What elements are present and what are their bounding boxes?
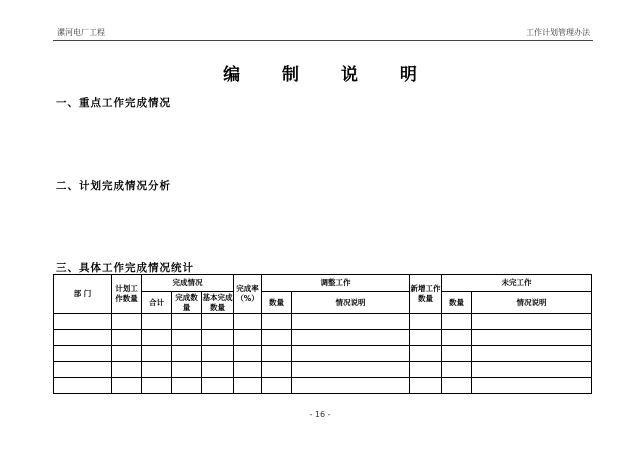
table-row — [54, 378, 592, 394]
table-cell[interactable] — [172, 362, 202, 378]
table-cell[interactable] — [234, 362, 262, 378]
table-cell[interactable] — [202, 346, 234, 362]
header-total: 合计 — [142, 292, 172, 314]
table-cell[interactable] — [410, 362, 442, 378]
table-cell[interactable] — [172, 330, 202, 346]
header-completed-quantity: 完成数量 — [172, 292, 202, 314]
table-cell[interactable] — [292, 378, 410, 394]
header-adjusted-description: 情况说明 — [292, 292, 410, 314]
table-cell[interactable] — [172, 314, 202, 330]
table-cell[interactable] — [292, 362, 410, 378]
header-unfinished-description: 情况说明 — [472, 292, 592, 314]
table-cell[interactable] — [54, 378, 112, 394]
table-cell[interactable] — [54, 346, 112, 362]
table-cell[interactable] — [142, 330, 172, 346]
table-cell[interactable] — [410, 378, 442, 394]
table-cell[interactable] — [292, 330, 410, 346]
table-cell[interactable] — [54, 330, 112, 346]
table-cell[interactable] — [442, 378, 472, 394]
header-basic-completed-quantity: 基本完成数量 — [202, 292, 233, 312]
table-row — [54, 346, 592, 362]
header-planned-quantity: 计划工作数量 — [112, 275, 142, 314]
table-cell[interactable] — [472, 314, 592, 330]
table-cell[interactable] — [112, 378, 142, 394]
table-cell[interactable] — [442, 362, 472, 378]
section-heading-plan-analysis: 二、计划完成情况分析 — [56, 180, 171, 192]
header-unfinished-work: 未完工作 — [442, 275, 592, 292]
table-cell[interactable] — [112, 362, 142, 378]
header-unfinished-quantity: 数量 — [442, 292, 472, 314]
table-row — [54, 314, 592, 330]
section-heading-statistics: 三、具体工作完成情况统计 — [56, 262, 194, 274]
page-number: - 16 - — [309, 410, 331, 419]
table-cell[interactable] — [202, 362, 234, 378]
header-rule — [53, 40, 593, 41]
table-cell[interactable] — [292, 314, 410, 330]
work-statistics-table — [53, 274, 592, 394]
table-cell[interactable] — [234, 378, 262, 394]
table-cell[interactable] — [142, 346, 172, 362]
table-cell[interactable] — [410, 330, 442, 346]
table-cell[interactable] — [410, 314, 442, 330]
header-adjusted-work: 调整工作 — [262, 275, 410, 292]
table-cell[interactable] — [202, 378, 234, 394]
header-new-work-quantity: 新增工作数量 — [410, 275, 442, 314]
header-completion-status: 完成情况 — [142, 275, 234, 292]
table-cell[interactable] — [262, 314, 292, 330]
table-cell[interactable] — [472, 346, 592, 362]
table-cell[interactable] — [54, 314, 112, 330]
table-cell[interactable] — [472, 362, 592, 378]
table-cell[interactable] — [262, 346, 292, 362]
table-cell[interactable] — [262, 330, 292, 346]
header-completion-rate: 完成率（%） — [234, 275, 262, 314]
table-cell[interactable] — [234, 314, 262, 330]
header-document-name: 工作计划管理办法 — [526, 28, 590, 37]
table-cell[interactable] — [112, 330, 142, 346]
table-cell[interactable] — [262, 362, 292, 378]
table-cell[interactable] — [472, 330, 592, 346]
table-cell[interactable] — [472, 378, 592, 394]
table-cell[interactable] — [112, 346, 142, 362]
table-cell[interactable] — [234, 346, 262, 362]
table-cell[interactable] — [292, 346, 410, 362]
table-cell[interactable] — [442, 330, 472, 346]
table-cell[interactable] — [54, 362, 112, 378]
header-project-name: 漯河电厂工程 — [57, 28, 105, 37]
table-cell[interactable] — [142, 314, 172, 330]
table-cell[interactable] — [202, 330, 234, 346]
table-row — [54, 330, 592, 346]
table-cell[interactable] — [202, 314, 234, 330]
header-department: 部 门 — [54, 275, 112, 314]
table-cell[interactable] — [172, 378, 202, 394]
table-cell[interactable] — [262, 378, 292, 394]
table-cell[interactable] — [234, 330, 262, 346]
table-row — [54, 362, 592, 378]
table-cell[interactable] — [142, 378, 172, 394]
table-cell[interactable] — [112, 314, 142, 330]
table-header-row — [54, 275, 592, 292]
section-heading-key-work: 一、重点工作完成情况 — [56, 97, 171, 109]
table-cell[interactable] — [172, 346, 202, 362]
table-cell[interactable] — [442, 346, 472, 362]
table-cell[interactable] — [410, 346, 442, 362]
page-title: 编 制 说 明 — [223, 65, 435, 85]
table-cell[interactable] — [142, 362, 172, 378]
table-cell[interactable] — [442, 314, 472, 330]
header-adjusted-quantity: 数量 — [262, 292, 292, 314]
